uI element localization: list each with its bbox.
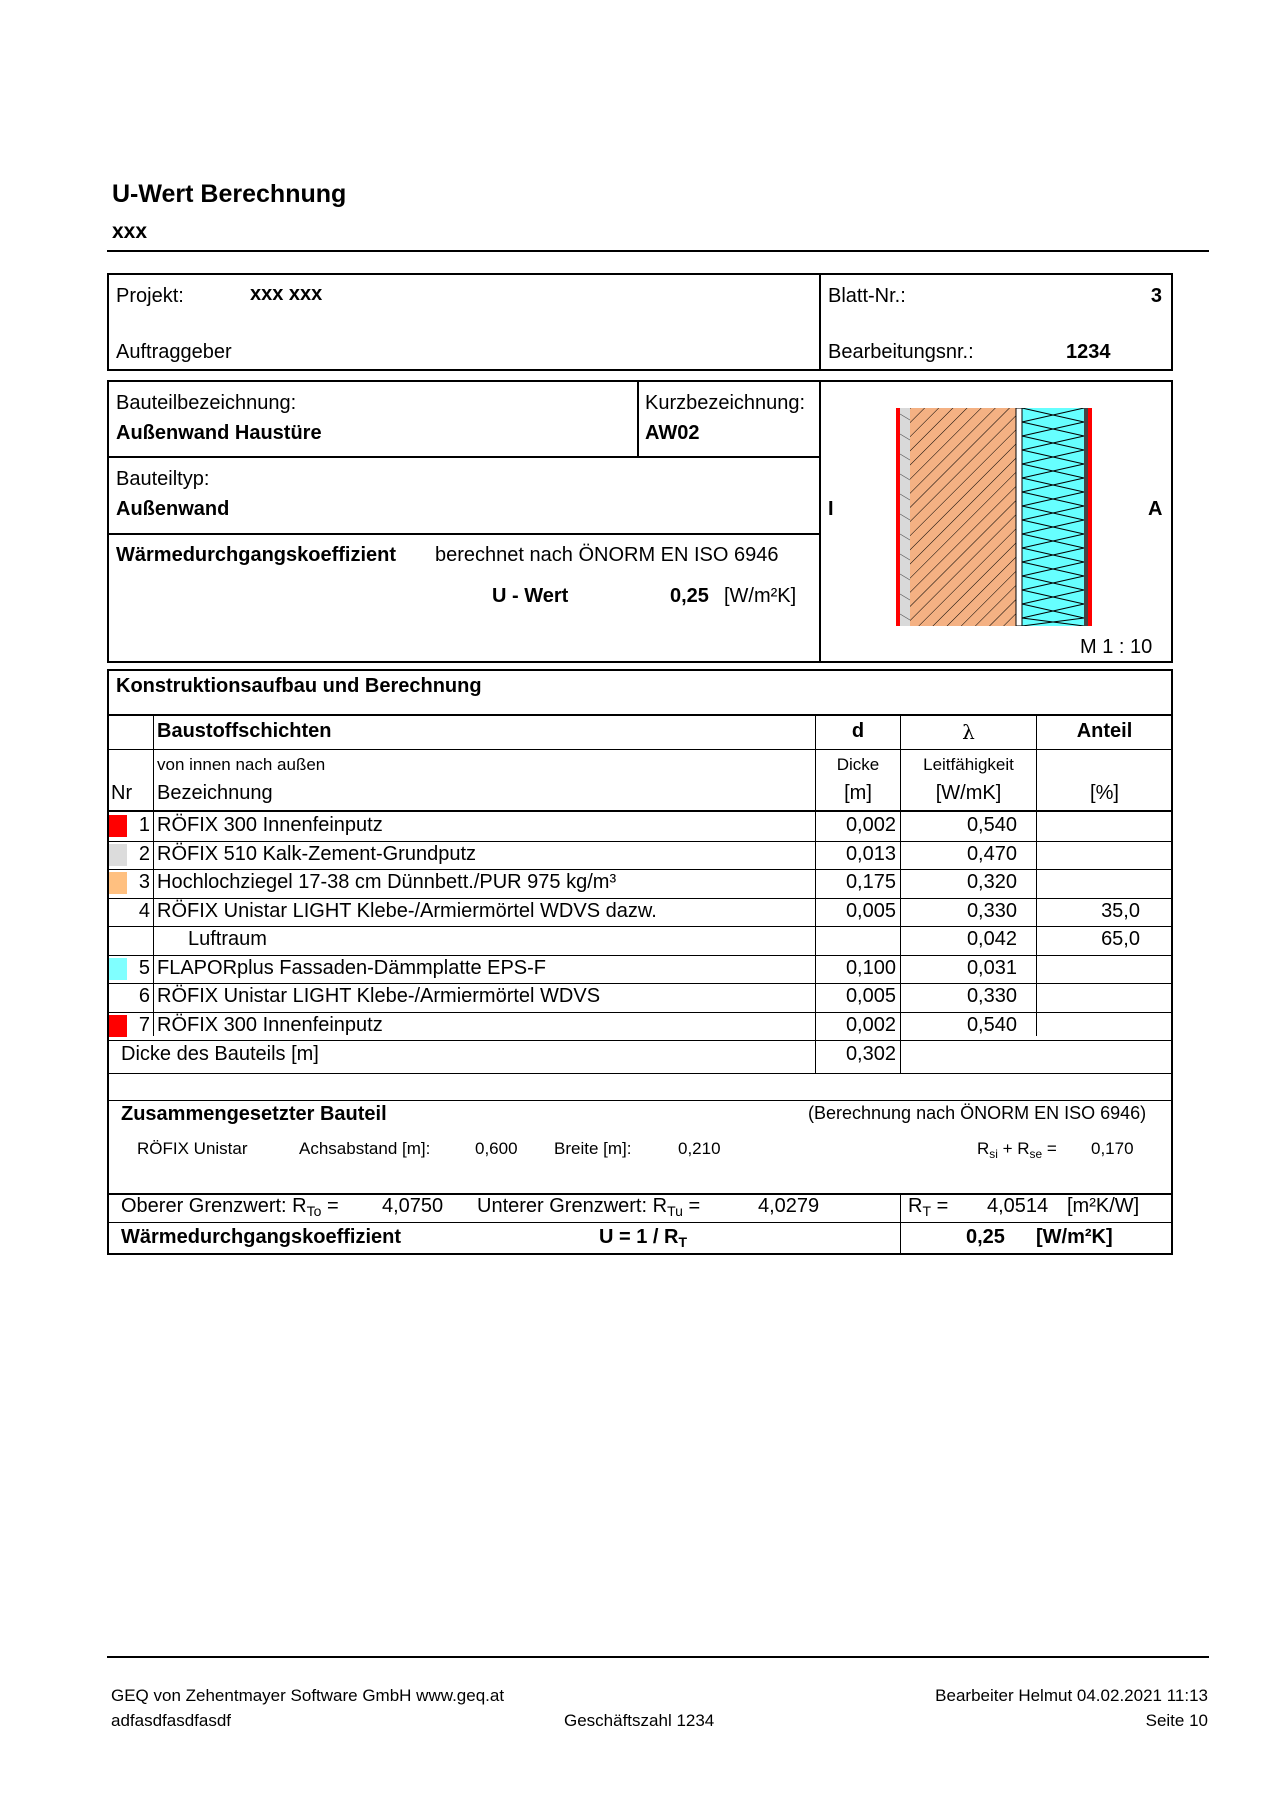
row-divider [107, 1012, 1173, 1013]
layer-thickness: 0,013 [845, 843, 896, 865]
unit-pct: [%] [1090, 782, 1119, 804]
footer-note: adfasdfasdfasdf [111, 1711, 232, 1730]
layer-thickness: 0,175 [845, 871, 896, 893]
page-subtitle: xxx [112, 220, 148, 243]
col-anteil-header: Anteil [1076, 720, 1133, 742]
thickness-label: Dicke des Bauteils [m] [121, 1043, 319, 1065]
footer-bearbeiter: Bearbeiter Helmut 04.02.2021 11:13 [935, 1686, 1208, 1705]
rt-value: 4,0514 [987, 1195, 1049, 1217]
header-rule [107, 250, 1209, 252]
unit-nr: Nr [111, 782, 133, 804]
row-divider [107, 983, 1173, 984]
layer-conductivity: 0,330 [966, 900, 1017, 922]
layer-nr: 3 [138, 871, 150, 893]
row-divider [107, 841, 1173, 842]
col-lambda-header: λ [962, 720, 975, 744]
page-title: U-Wert Berechnung [112, 180, 347, 208]
layer-nr: 7 [138, 1014, 150, 1036]
layer-nr: 5 [138, 957, 150, 979]
layer-conductivity: 0,330 [966, 985, 1017, 1007]
sub-leit: Leitfähigkeit [923, 755, 1014, 774]
sub-dicke: Dicke [836, 755, 880, 774]
drawing-inner-label: I [828, 498, 834, 520]
layer-name: RÖFIX 300 Innenfeinputz [157, 814, 383, 836]
layer-name: RÖFIX 510 Kalk-Zement-Grundputz [157, 843, 477, 865]
achs-value: 0,600 [475, 1139, 518, 1158]
layer-conductivity: 0,470 [966, 843, 1017, 865]
layer-thickness: 0,100 [845, 957, 896, 979]
result-u-unit: [W/m²K] [1036, 1226, 1113, 1248]
footer-geschaeftszahl: Geschäftszahl 1234 [564, 1711, 715, 1730]
blatt-value: 3 [1150, 285, 1162, 307]
typ-value: Außenwand [116, 498, 230, 520]
bauteil-label: Bauteilbezeichnung: [116, 392, 297, 414]
layer-nr: 4 [138, 900, 150, 922]
col-d-header: d [851, 720, 865, 742]
layer-name: RÖFIX Unistar LIGHT Klebe-/Armiermörtel WDVS [157, 985, 601, 1007]
layer-name: RÖFIX 300 Innenfeinputz [157, 1014, 383, 1036]
layer-conductivity: 0,320 [966, 871, 1017, 893]
layer-color-swatch [109, 844, 127, 866]
uwert-label: U - Wert [492, 585, 569, 607]
layer-thickness: 0,005 [845, 900, 896, 922]
footer-page: Seite 10 [1145, 1711, 1208, 1730]
typ-label: Bauteiltyp: [116, 468, 210, 490]
footer-company: GEQ von Zehentmayer Software GmbH www.geq.at [111, 1686, 505, 1705]
auftraggeber-label: Auftraggeber [116, 341, 232, 363]
layer-nr: 6 [138, 985, 150, 1007]
row-divider [107, 1040, 1173, 1041]
layer-conductivity: 0,042 [966, 928, 1017, 950]
thickness-value: 0,302 [845, 1043, 896, 1065]
kurz-label: Kurzbezeichnung: [645, 392, 806, 414]
unit-bez: Bezeichnung [157, 782, 273, 804]
achs-label: Achsabstand [m]: [299, 1139, 431, 1158]
layer-color-swatch [109, 872, 127, 894]
row-divider [107, 869, 1173, 870]
layer-thickness: 0,002 [845, 814, 896, 836]
rsum-value: 0,170 [1091, 1139, 1134, 1158]
row-divider [107, 926, 1173, 927]
blatt-label: Blatt-Nr.: [828, 285, 906, 307]
layer-conductivity: 0,540 [966, 814, 1017, 836]
layer-name: RÖFIX Unistar LIGHT Klebe-/Armiermörtel WDVS dazw. [157, 900, 657, 922]
composite-method: (Berechnung nach ÖNORM EN ISO 6946) [808, 1103, 1147, 1123]
layer-color-swatch [109, 815, 127, 837]
composite-title: Zusammengesetzter Bauteil [121, 1103, 387, 1125]
projekt-value: xxx xxx [250, 283, 323, 305]
layer-conductivity: 0,031 [966, 957, 1017, 979]
rt-unit: [m²K/W] [1067, 1195, 1140, 1217]
result-formula: $U = 1 / R_T$ [599, 1226, 688, 1250]
uwert-value: 0,25 [670, 585, 709, 607]
projekt-label: Projekt: [116, 285, 184, 307]
drawing-outer-label: A [1148, 498, 1163, 520]
lower-limit-label: Unterer Grenzwert: $R_{Tu}$ = [477, 1195, 701, 1219]
breite-value: 0,210 [678, 1139, 721, 1158]
kurz-value: AW02 [645, 422, 700, 444]
coef-method: berechnet nach ÖNORM EN ISO 6946 [435, 544, 779, 566]
upper-limit-value: 4,0750 [382, 1195, 444, 1217]
layer-share: 35,0 [1101, 900, 1140, 922]
unit-m: [m] [844, 782, 872, 804]
footer-rule [107, 1656, 1209, 1658]
layer-name: Hochlochziegel 17-38 cm Dünnbett./PUR 975 kg/m³ [157, 871, 617, 893]
uwert-unit: [W/m²K] [724, 585, 797, 607]
bearbeitung-value: 1234 [1066, 341, 1111, 363]
row-divider [107, 955, 1173, 956]
result-coef-label: Wärmedurchgangskoeffizient [121, 1226, 402, 1248]
layer-color-swatch [109, 1015, 127, 1037]
row-divider [107, 898, 1173, 899]
bearbeitung-label: Bearbeitungsnr.: [828, 341, 974, 363]
col-layers-header: Baustoffschichten [157, 720, 332, 742]
lower-limit-value: 4,0279 [758, 1195, 820, 1217]
layer-name: Luftraum [188, 928, 267, 950]
layer-thickness: 0,005 [845, 985, 896, 1007]
layer-name: FLAPORplus Fassaden-Dämmplatte EPS-F [157, 957, 547, 979]
drawing-scale: M 1 : 10 [1080, 636, 1153, 658]
sub-direction: von innen nach außen [157, 755, 326, 774]
wall-section-drawing [896, 408, 1092, 626]
composite-material: RÖFIX Unistar [137, 1139, 248, 1158]
layer-nr: 1 [138, 814, 150, 836]
breite-label: Breite [m]: [554, 1139, 632, 1158]
layer-conductivity: 0,540 [966, 1014, 1017, 1036]
layer-thickness: 0,002 [845, 1014, 896, 1036]
construction-title: Konstruktionsaufbau und Berechnung [116, 675, 482, 697]
layer-nr: 2 [138, 843, 150, 865]
coef-label: Wärmedurchgangskoeffizient [116, 544, 397, 566]
rsi-rse-formula: $R_{si} + R_{se}$ = [977, 1139, 1057, 1161]
rt-label: $R_T$ = [908, 1195, 949, 1219]
bauteil-value: Außenwand Haustüre [116, 422, 322, 444]
result-u-value: 0,25 [966, 1226, 1005, 1248]
layer-color-swatch [109, 958, 127, 980]
unit-wmk: [W/mK] [935, 782, 1002, 804]
layer-share: 65,0 [1101, 928, 1140, 950]
upper-limit-label: Oberer Grenzwert: $R_{To}$ = [121, 1195, 339, 1219]
